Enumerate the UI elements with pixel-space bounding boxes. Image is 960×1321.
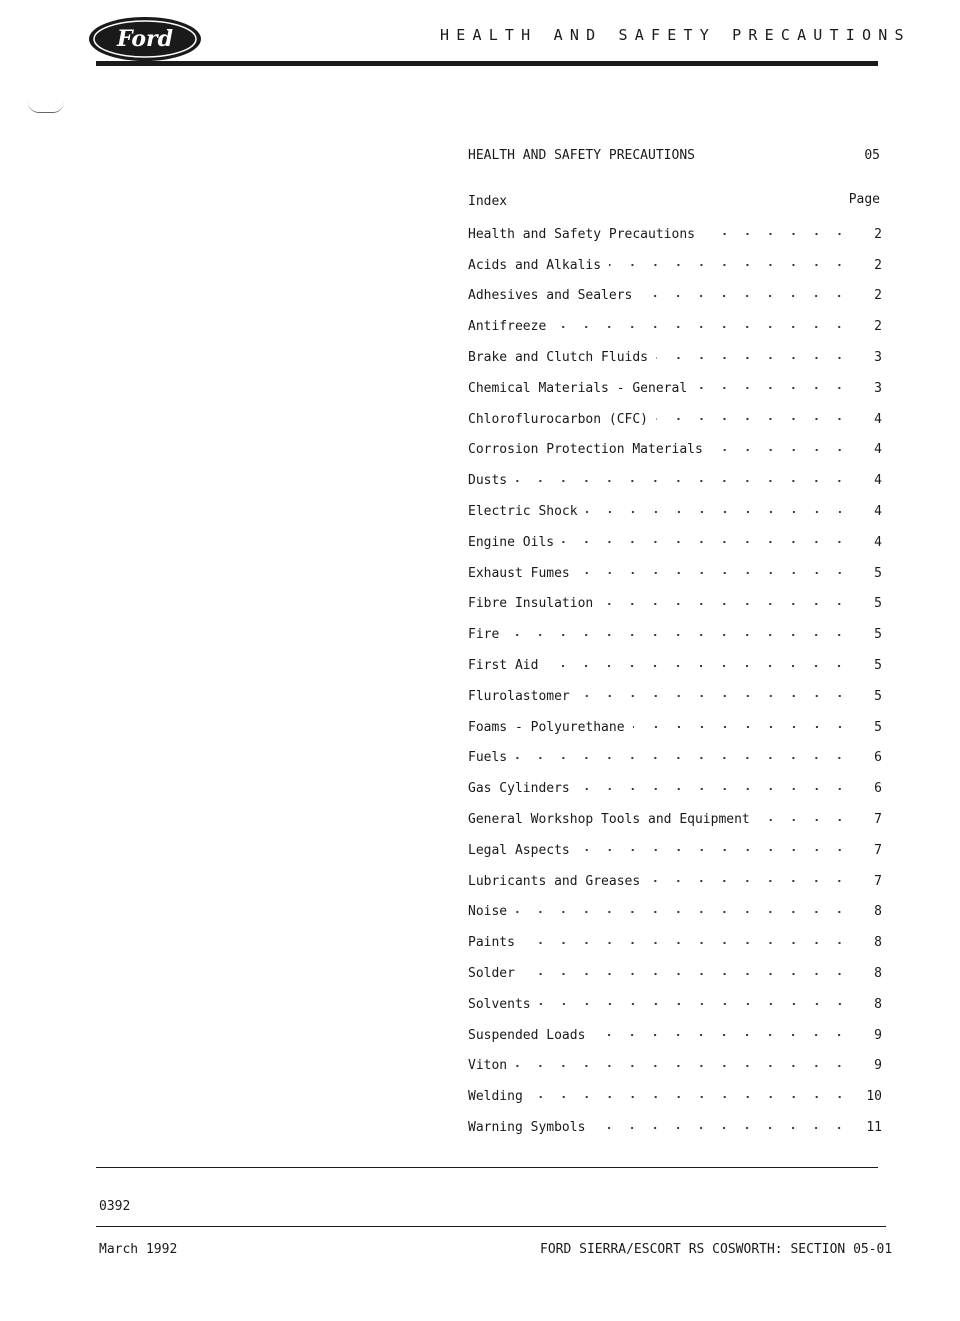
entry-page: 2 bbox=[874, 288, 882, 304]
index-entry[interactable] bbox=[468, 712, 882, 743]
dot-leader bbox=[648, 876, 856, 886]
entry-page: 10 bbox=[866, 1089, 882, 1105]
dot-leader bbox=[609, 260, 856, 270]
entry-page: 6 bbox=[874, 781, 882, 797]
dot-leader bbox=[640, 291, 856, 301]
index-entry[interactable] bbox=[468, 866, 882, 897]
dot-leader bbox=[656, 414, 856, 424]
index-entry[interactable] bbox=[468, 404, 882, 435]
entry-title: Suspended Loads bbox=[468, 1028, 593, 1043]
entry-title: Dusts bbox=[468, 473, 515, 488]
entry-page: 5 bbox=[874, 627, 882, 643]
index-entry[interactable] bbox=[468, 619, 882, 650]
entry-title: Acids and Alkalis bbox=[468, 258, 609, 273]
dot-leader bbox=[633, 722, 856, 732]
entry-title: Gas Cylinders bbox=[468, 781, 578, 796]
entry-title: Health and Safety Precautions bbox=[468, 227, 703, 242]
index-entry[interactable] bbox=[468, 835, 882, 866]
entry-page: 5 bbox=[874, 596, 882, 612]
footer-rule-top bbox=[96, 1167, 878, 1168]
index-entry[interactable] bbox=[468, 773, 882, 804]
entry-title: Warning Symbols bbox=[468, 1120, 593, 1135]
ford-logo bbox=[86, 14, 204, 64]
ford-oval-icon bbox=[86, 14, 204, 64]
index-entry[interactable] bbox=[468, 373, 882, 404]
index-entry[interactable] bbox=[468, 681, 882, 712]
footer-date: March 1992 bbox=[99, 1242, 178, 1257]
entry-page: 5 bbox=[874, 658, 882, 674]
entry-title: Paints bbox=[468, 935, 523, 950]
entry-page: 3 bbox=[874, 350, 882, 366]
entry-page: 8 bbox=[874, 966, 882, 982]
section-number: 05 bbox=[864, 148, 880, 163]
entry-title: Chloroflurocarbon (CFC) bbox=[468, 412, 656, 427]
entry-title: Noise bbox=[468, 904, 515, 919]
entry-page: 5 bbox=[874, 719, 882, 735]
document-code: 0392 bbox=[99, 1199, 131, 1214]
index-entry[interactable] bbox=[468, 527, 882, 558]
page-column-label: Page bbox=[848, 192, 880, 207]
entry-page: 4 bbox=[874, 504, 882, 520]
dot-leader bbox=[507, 630, 856, 640]
entry-title: Antifreeze bbox=[468, 319, 554, 334]
footer-rule-bottom bbox=[96, 1226, 886, 1227]
index-entry[interactable] bbox=[468, 219, 882, 250]
entry-page: 2 bbox=[874, 226, 882, 242]
entry-title: Fibre Insulation bbox=[468, 596, 601, 611]
index-entry[interactable] bbox=[468, 250, 882, 281]
entry-title: Fuels bbox=[468, 750, 515, 765]
entry-title: Chemical Materials - General bbox=[468, 381, 695, 396]
entry-page: 9 bbox=[874, 1058, 882, 1074]
dot-leader bbox=[546, 661, 856, 671]
dot-leader bbox=[711, 445, 856, 455]
dot-leader bbox=[578, 784, 856, 794]
index-entry[interactable] bbox=[468, 435, 882, 466]
entry-page: 5 bbox=[874, 565, 882, 581]
entry-title: First Aid bbox=[468, 658, 546, 673]
dot-leader bbox=[523, 969, 856, 979]
header-title: HEALTH AND SAFETY PRECAUTIONS bbox=[440, 26, 911, 44]
entry-page: 3 bbox=[874, 380, 882, 396]
index-entry[interactable] bbox=[468, 311, 882, 342]
entry-page: 5 bbox=[874, 688, 882, 704]
entry-title: Foams - Polyurethane bbox=[468, 720, 633, 735]
entry-page: 7 bbox=[874, 873, 882, 889]
index-entry[interactable] bbox=[468, 342, 882, 373]
entry-page: 4 bbox=[874, 442, 882, 458]
dot-leader bbox=[554, 322, 856, 332]
index-entry[interactable] bbox=[468, 465, 882, 496]
dot-leader bbox=[656, 353, 856, 363]
index-entry[interactable] bbox=[468, 958, 882, 989]
entry-title: Viton bbox=[468, 1058, 515, 1073]
dot-leader bbox=[523, 938, 856, 948]
dot-leader bbox=[593, 1123, 856, 1133]
entry-title: Solvents bbox=[468, 997, 539, 1012]
index-list bbox=[468, 219, 882, 1143]
index-entry[interactable] bbox=[468, 496, 882, 527]
dot-leader bbox=[562, 537, 856, 547]
entry-page: 11 bbox=[866, 1120, 882, 1135]
dot-leader bbox=[515, 476, 856, 486]
index-entry[interactable] bbox=[468, 989, 882, 1020]
index-label: Index bbox=[468, 194, 508, 209]
index-entry[interactable] bbox=[468, 897, 882, 928]
dot-leader bbox=[593, 1030, 856, 1040]
index-entry[interactable] bbox=[468, 1020, 882, 1051]
entry-page: 4 bbox=[874, 473, 882, 489]
entry-title: Solder bbox=[468, 966, 523, 981]
logo-text: Ford bbox=[116, 26, 174, 52]
entry-page: 8 bbox=[874, 935, 882, 951]
entry-page: 7 bbox=[874, 842, 882, 858]
dot-leader bbox=[515, 753, 856, 763]
index-entry[interactable] bbox=[468, 927, 882, 958]
dot-leader bbox=[515, 1061, 856, 1071]
entry-title: Lubricants and Greases bbox=[468, 874, 648, 889]
entry-title: Corrosion Protection Materials bbox=[468, 442, 711, 457]
entry-page: 2 bbox=[874, 257, 882, 273]
dot-leader bbox=[515, 907, 856, 917]
index-entry[interactable] bbox=[468, 281, 882, 312]
entry-title: Fire bbox=[468, 627, 507, 642]
entry-title: Exhaust Fumes bbox=[468, 566, 578, 581]
dot-leader bbox=[703, 229, 856, 239]
entry-title: Engine Oils bbox=[468, 535, 562, 550]
entry-title: General Workshop Tools and Equipment bbox=[468, 812, 758, 827]
entry-page: 4 bbox=[874, 411, 882, 427]
entry-page: 4 bbox=[874, 534, 882, 550]
entry-page: 7 bbox=[874, 812, 882, 828]
entry-title: Adhesives and Sealers bbox=[468, 288, 640, 303]
index-entry[interactable] bbox=[468, 558, 882, 589]
dot-leader bbox=[539, 999, 856, 1009]
entry-page: 9 bbox=[874, 1027, 882, 1043]
footer-document-title: FORD SIERRA/ESCORT RS COSWORTH: SECTION 05-01 bbox=[540, 1242, 893, 1257]
dot-leader bbox=[531, 1092, 856, 1102]
index-entry[interactable] bbox=[468, 589, 882, 620]
dot-leader bbox=[586, 507, 856, 517]
index-entry[interactable] bbox=[468, 743, 882, 774]
dot-leader bbox=[758, 815, 856, 825]
entry-page: 8 bbox=[874, 996, 882, 1012]
index-entry[interactable] bbox=[468, 804, 882, 835]
entry-title: Welding bbox=[468, 1089, 531, 1104]
dot-leader bbox=[578, 845, 856, 855]
section-title: HEALTH AND SAFETY PRECAUTIONS bbox=[468, 148, 695, 163]
header-rule bbox=[96, 61, 878, 66]
index-entry[interactable] bbox=[468, 1112, 882, 1143]
dot-leader bbox=[578, 691, 856, 701]
dot-leader bbox=[601, 599, 856, 609]
index-entry[interactable] bbox=[468, 1051, 882, 1082]
margin-mark bbox=[28, 102, 64, 113]
entry-page: 2 bbox=[874, 319, 882, 335]
entry-title: Brake and Clutch Fluids bbox=[468, 350, 656, 365]
dot-leader bbox=[578, 568, 856, 578]
entry-page: 6 bbox=[874, 750, 882, 766]
index-entry[interactable] bbox=[468, 1081, 882, 1112]
entry-title: Flurolastomer bbox=[468, 689, 578, 704]
entry-page: 8 bbox=[874, 904, 882, 920]
entry-title: Electric Shock bbox=[468, 504, 586, 519]
entry-title: Legal Aspects bbox=[468, 843, 578, 858]
dot-leader bbox=[695, 383, 856, 393]
index-entry[interactable] bbox=[468, 650, 882, 681]
